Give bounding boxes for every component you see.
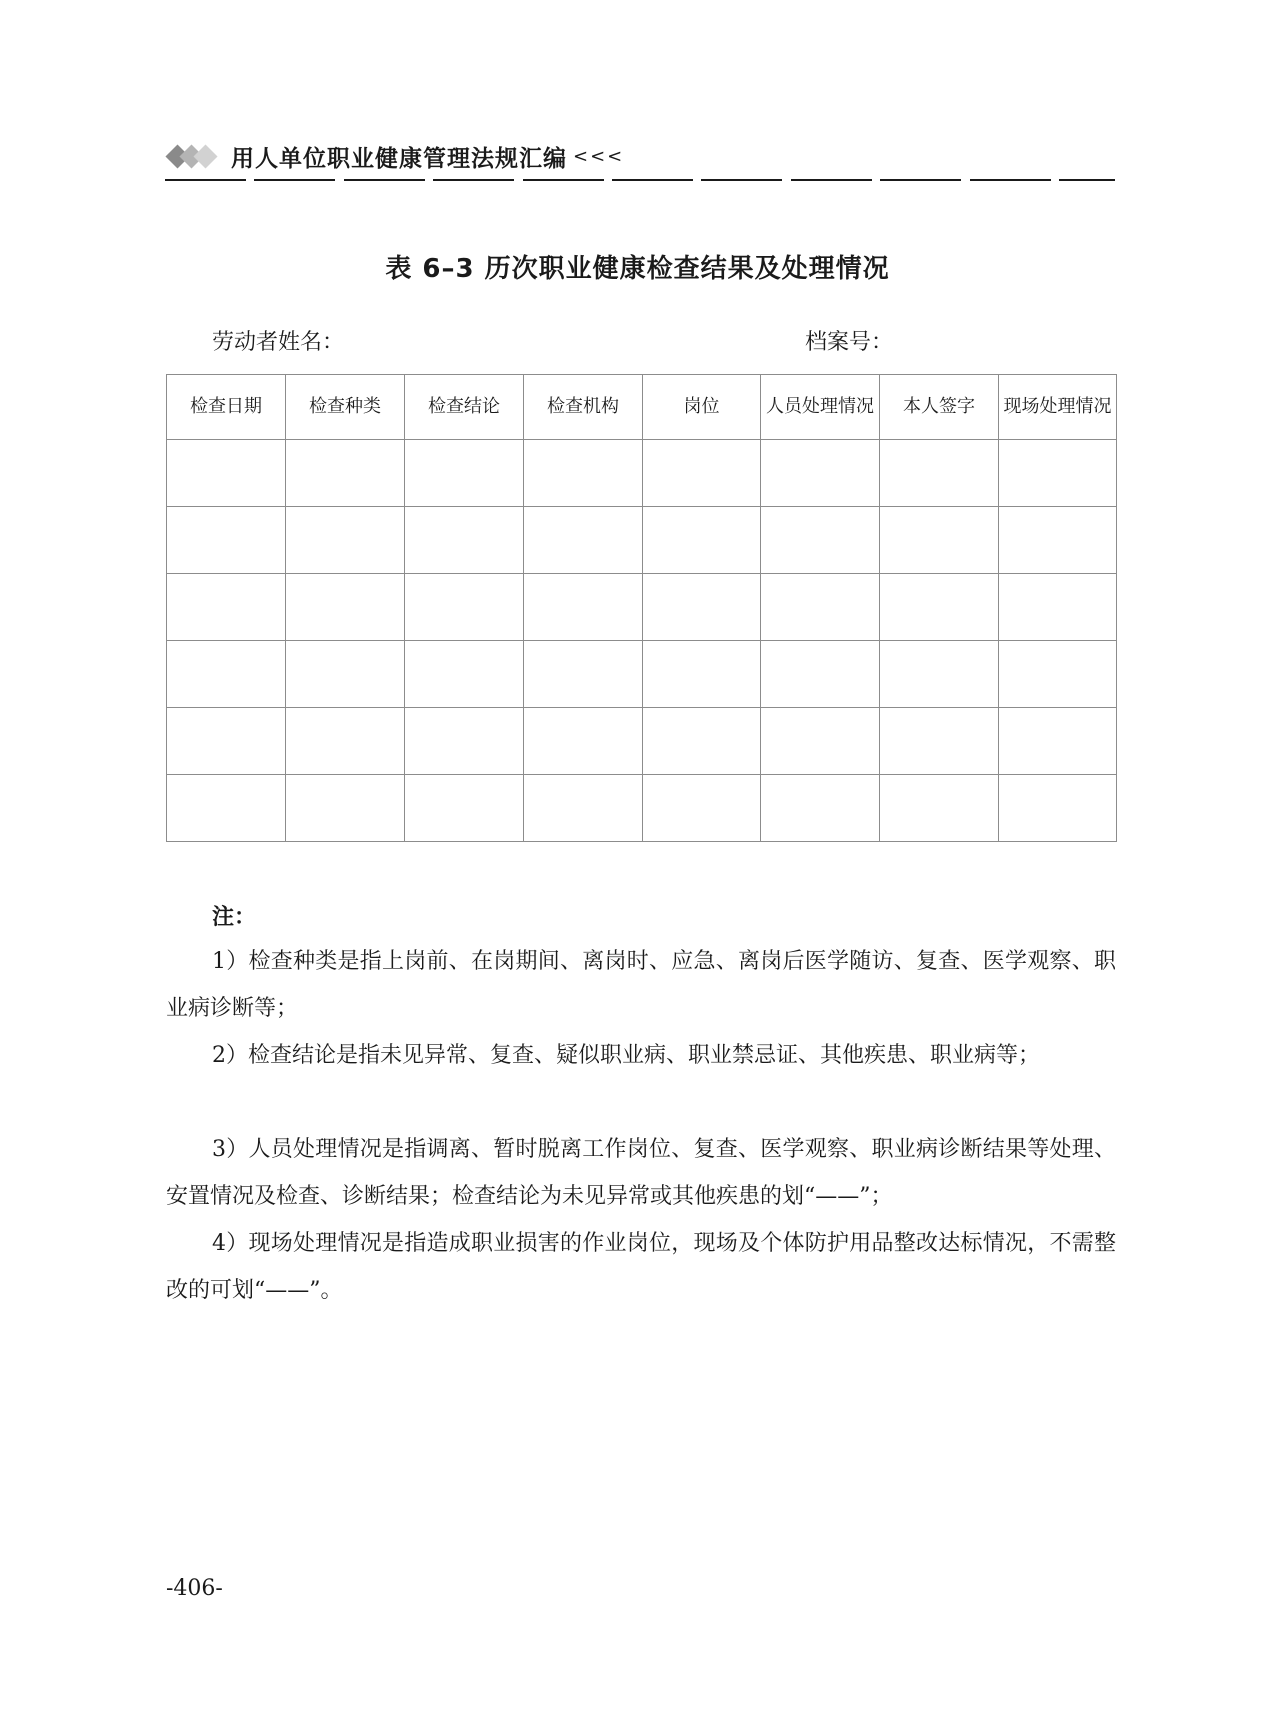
header-rule: [165, 179, 1115, 182]
exam-results-table: [166, 374, 1117, 842]
book-title: 用人单位职业健康管理法规汇编: [231, 145, 567, 172]
table-cell: [167, 507, 286, 574]
header-chevrons: <<<: [573, 146, 625, 167]
table-title: 表 6–3 历次职业健康检查结果及处理情况: [385, 254, 890, 284]
table-cell: [167, 641, 286, 708]
table-cell: [999, 708, 1117, 775]
note-item: 1）检查种类是指上岗前、在岗期间、离岗时、应急、离岗后医学随访、复查、医学观察、职业病诊断等；: [166, 949, 1116, 1021]
table-cell: [405, 507, 524, 574]
table-cell: [880, 574, 999, 641]
table-cell: [167, 708, 286, 775]
table-cell: [999, 775, 1117, 842]
column-header: 岗位: [643, 375, 761, 440]
table-cell: [643, 708, 761, 775]
note-item: 2）检查结论是指未见异常、复查、疑似职业病、职业禁忌证、其他疾患、职业病等；: [212, 1043, 1040, 1068]
column-header: 现场处理情况: [999, 375, 1117, 440]
table-body: [167, 440, 1117, 842]
table-cell: [880, 641, 999, 708]
table-row: [167, 574, 1117, 641]
table-row: [167, 641, 1117, 708]
column-header: 检查日期: [167, 375, 286, 440]
table-row: [167, 775, 1117, 842]
table-cell: [405, 641, 524, 708]
table-cell: [524, 574, 643, 641]
column-header: 检查结论: [405, 375, 524, 440]
table-cell: [880, 440, 999, 507]
table-cell: [761, 708, 880, 775]
table-cell: [286, 507, 405, 574]
table-cell: [999, 440, 1117, 507]
table-cell: [405, 708, 524, 775]
table-cell: [524, 507, 643, 574]
table-cell: [405, 775, 524, 842]
notes-title: 注：: [212, 904, 257, 930]
table-cell: [286, 641, 405, 708]
table-cell: [643, 775, 761, 842]
column-header: 检查种类: [286, 375, 405, 440]
table-cell: [286, 574, 405, 641]
worker-name-label: 劳动者姓名：: [212, 330, 345, 355]
table-cell: [524, 775, 643, 842]
table-cell: [524, 708, 643, 775]
table-cell: [405, 574, 524, 641]
table-cell: [761, 440, 880, 507]
column-header: 人员处理情况: [761, 375, 880, 440]
table-cell: [405, 440, 524, 507]
table-cell: [761, 507, 880, 574]
table-cell: [643, 641, 761, 708]
table-cell: [286, 708, 405, 775]
table-cell: [167, 440, 286, 507]
table-cell: [643, 574, 761, 641]
diamond-ornament-icon: [165, 145, 223, 169]
table-cell: [999, 641, 1117, 708]
table-cell: [999, 507, 1117, 574]
table-cell: [643, 507, 761, 574]
table-cell: [286, 775, 405, 842]
table-row: [167, 708, 1117, 775]
table-header-row: [167, 375, 1117, 440]
file-number-label: 档案号：: [805, 330, 894, 355]
note-item: 3）人员处理情况是指调离、暂时脱离工作岗位、复查、医学观察、职业病诊断结果等处理、安置情况及检查、诊断结果；检查结论为未见异常或其他疾患的划“——”；: [166, 1137, 1116, 1209]
page-number: -406-: [166, 1576, 223, 1601]
column-header: 本人签字: [880, 375, 999, 440]
table-row: [167, 440, 1117, 507]
table-cell: [167, 775, 286, 842]
table-cell: [761, 574, 880, 641]
table-cell: [524, 440, 643, 507]
table-cell: [880, 708, 999, 775]
table-cell: [761, 775, 880, 842]
table-row: [167, 507, 1117, 574]
table-cell: [643, 440, 761, 507]
table-cell: [524, 641, 643, 708]
table-cell: [880, 507, 999, 574]
table-cell: [167, 574, 286, 641]
running-header: [165, 140, 624, 173]
note-item: 4）现场处理情况是指造成职业损害的作业岗位，现场及个体防护用品整改达标情况，不需整改的可划“——”。: [166, 1231, 1116, 1303]
column-header: 检查机构: [524, 375, 643, 440]
table-cell: [880, 775, 999, 842]
table-cell: [286, 440, 405, 507]
table-cell: [999, 574, 1117, 641]
table-cell: [761, 641, 880, 708]
